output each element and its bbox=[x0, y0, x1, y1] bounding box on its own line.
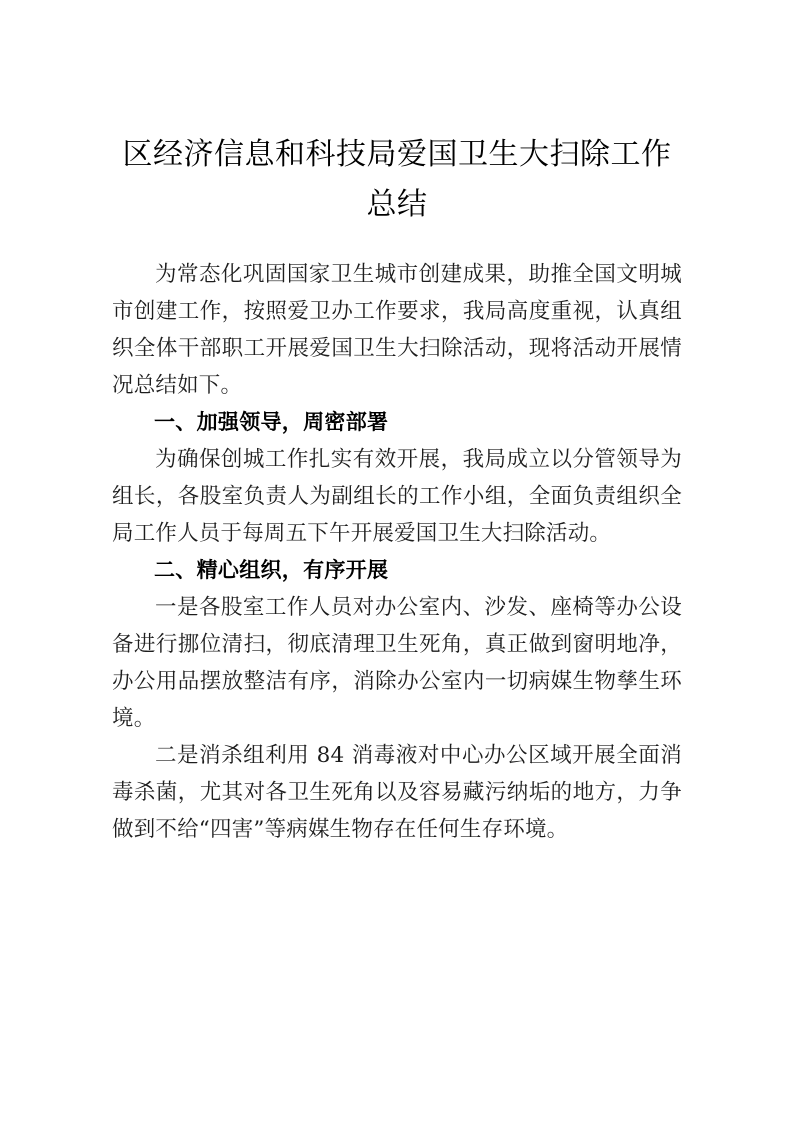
heading-section-2: 二、精心组织，有序开展 bbox=[154, 558, 389, 582]
intro-paragraph: 为常态化巩固国家卫生城市创建成果，助推全国文明城市创建工作，按照爱卫办工作要求，我局高度重视，认真组织全体干部职工开展爱国卫生大扫除活动，现将活动开展情况总结如下。 bbox=[112, 262, 682, 398]
section-1-paragraph: 为确保创城工作扎实有效开展，我局成立以分管领导为组长，各股室负责人为副组长的工作小组，全面负责组织全局工作人员于每周五下午开展爱国卫生大扫除活动。 bbox=[112, 447, 682, 546]
heading-section-1: 一、加强领导，周密部署 bbox=[154, 410, 389, 434]
section-2-paragraph-1: 一是各股室工作人员对办公室内、沙发、座椅等办公设备进行挪位清扫，彻底清理卫生死角，真正做到窗明地净，办公用品摆放整洁有序，消除办公室内一切病媒生物孳生环境。 bbox=[112, 595, 682, 731]
page-title: 区经济信息和科技局爱国卫生大扫除工作总结 bbox=[122, 137, 672, 222]
document-content bbox=[112, 130, 682, 848]
section-2-paragraph-2: 二是消杀组利用 84 消毒液对中心办公区域开展全面消毒杀菌，尤其对各卫生死角以及容易藏污纳垢的地方，力争做到不给“四害”等病媒生物存在任何生存环境。 bbox=[112, 743, 682, 842]
document-blocks bbox=[112, 256, 682, 848]
